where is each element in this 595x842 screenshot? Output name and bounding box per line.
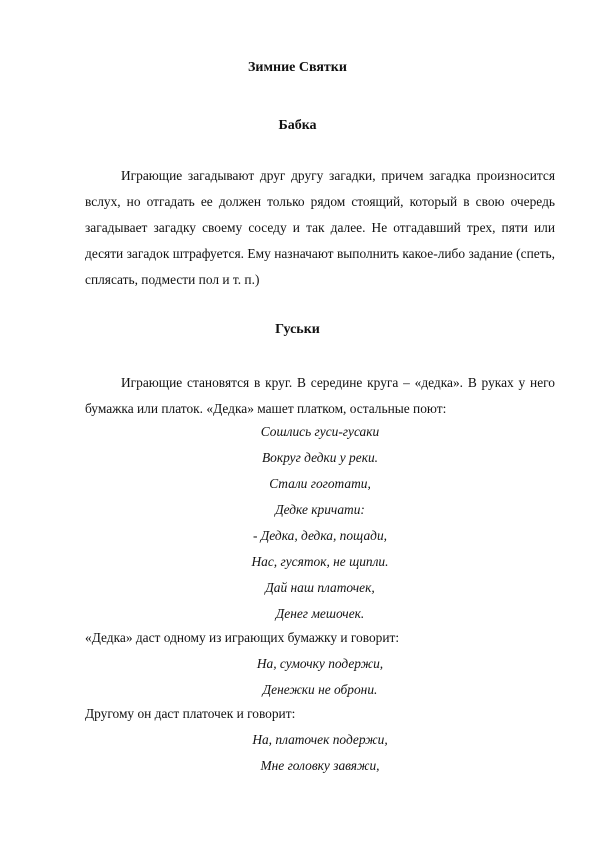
section-paragraph-guski: Играющие становятся в круг. В середине круга – «дедка». В руках у него бумажка или платок. «Дедка» машет платком, остальные поют:	[85, 375, 555, 416]
song-line: Дай наш платочек,	[265, 580, 375, 595]
document-title: Зимние Святки	[248, 60, 347, 75]
section-heading-guski: Гуськи	[275, 322, 320, 337]
song-line: Дедке кричати:	[275, 502, 365, 517]
verse-line: Мне головку завяжи,	[260, 758, 380, 773]
section-paragraph-babka: Играющие загадывают друг другу загадки, причем загадка произносится вслух, но отгадать ее должен только рядом стоящий, который в свою очередь загадывает загадку своему соседу и так далее. Не отгадавший трех, пяти или десяти загадок штрафуется. Ему назначают выполнить какое-либо задание (спеть, сплясать, подмести пол и т. п.)	[85, 168, 555, 287]
verse-line: На, сумочку подержи,	[256, 656, 384, 671]
song-line: Стали гоготати,	[269, 476, 371, 491]
song-line: - Дедка, дедка, пощади,	[252, 528, 388, 543]
narration-line: «Дедка» даст одному из играющих бумажку и говорит:	[85, 630, 400, 645]
song-line: Сошлись гуси-гусаки	[260, 424, 380, 439]
song-line: Нас, гусяток, не щипли.	[251, 554, 389, 569]
verse-line: На, платочек подержи,	[252, 732, 388, 747]
narration-line: Другому он даст платочек и говорит:	[85, 706, 296, 721]
section-heading-babka: Бабка	[278, 118, 317, 133]
song-line: Денег мешочек.	[275, 606, 365, 621]
verse-line: Денежки не оброни.	[262, 682, 378, 697]
song-line: Вокруг дедки у реки.	[261, 450, 379, 465]
